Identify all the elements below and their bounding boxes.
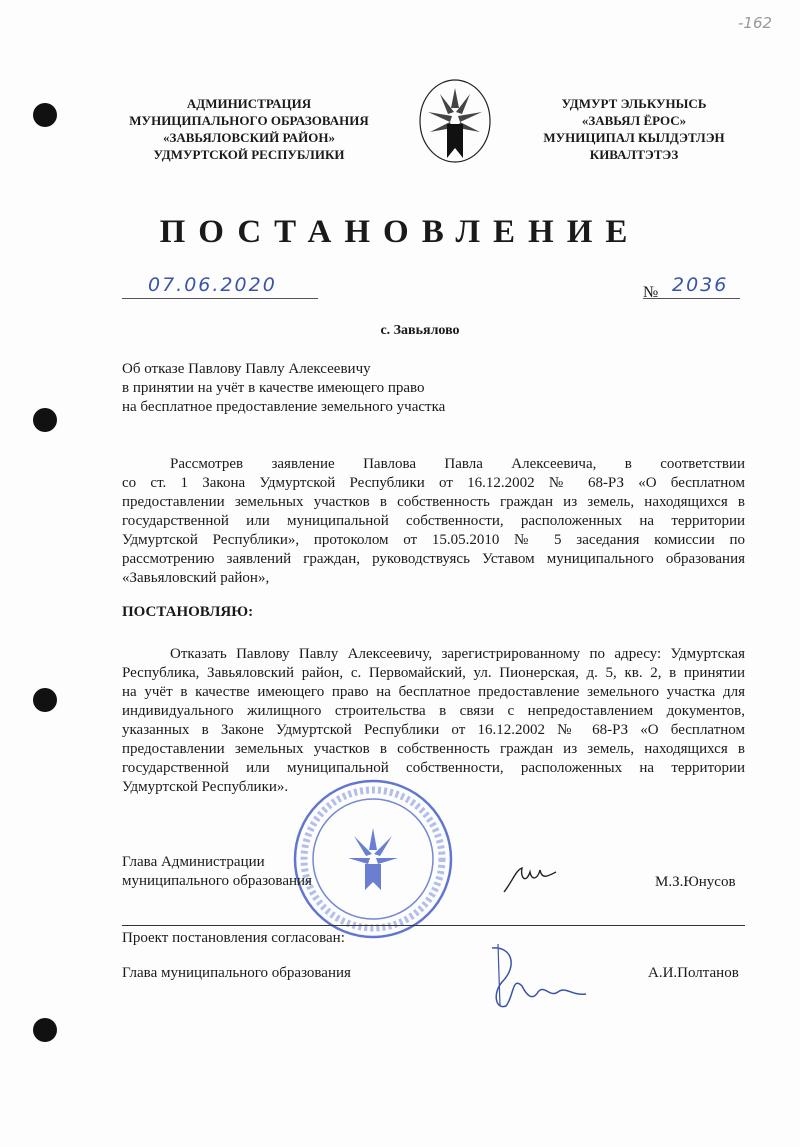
- header-left-line: «ЗАВЬЯЛОВСКИЙ РАЙОН»: [163, 130, 335, 145]
- page-mark: -162: [738, 14, 773, 32]
- header-left-line: МУНИЦИПАЛЬНОГО ОБРАЗОВАНИЯ: [129, 113, 369, 128]
- preamble-line: Удмуртской Республики», протоколом от 15.05.2010 № 5 заседания комиссии по: [122, 532, 745, 548]
- header-left-line: АДМИНИСТРАЦИЯ: [186, 96, 312, 111]
- header-right-line: КИВАЛТЭТЭЗ: [589, 147, 679, 162]
- date-value: 07.06.2020: [148, 274, 277, 296]
- approval-note: Проект постановления согласован:: [122, 930, 345, 946]
- preamble-line: предоставлении земельных участков в собственность граждан из земель, находящихся в: [122, 494, 745, 510]
- date-line: [122, 298, 318, 299]
- approver-signature: [462, 936, 592, 1016]
- preamble-line: «Завьяловский район»,: [122, 570, 270, 586]
- approver-title: Глава муниципального образования: [122, 965, 351, 981]
- subject-line: Об отказе Павлову Павлу Алексеевичу: [122, 361, 371, 377]
- number-value: 2036: [672, 274, 729, 296]
- head-title-line: Глава Администрации: [122, 854, 265, 870]
- head-signature: [500, 862, 560, 896]
- header-left: [114, 95, 384, 163]
- head-title-line: муниципального образования: [122, 873, 312, 889]
- subject: [122, 360, 445, 417]
- decision-line: указанных в Законе Удмуртской Республики от 16.12.2002 № 68-РЗ «О бесплатном: [122, 722, 745, 738]
- head-name: М.З.Юнусов: [655, 874, 736, 890]
- preamble: [122, 455, 745, 588]
- preamble-line: Рассмотрев заявление Павлова Павла Алексеевича, в соответствии: [170, 456, 745, 472]
- decision-line: на учёт в качестве имеющего право на бесплатное предоставление земельного участка для: [122, 684, 745, 700]
- decision-line: Республика, Завьяловский район, с. Первомайский, ул. Пионерская, д. 5, кв. 2, в принятии: [122, 665, 745, 681]
- subject-line: в принятии на учёт в качестве имеющего право: [122, 380, 425, 396]
- head-title: [122, 853, 312, 891]
- number-label: №: [643, 284, 659, 301]
- header-right-line: УДМУРТ ЭЛЬКУНЫСЬ: [561, 96, 707, 111]
- number-line: [643, 298, 740, 299]
- decision: [122, 645, 745, 797]
- header-left-line: УДМУРТСКОЙ РЕСПУБЛИКИ: [153, 147, 345, 162]
- decision-line: Отказать Павлову Павлу Алексеевичу, зарегистрированному по адресу: Удмуртская: [170, 646, 745, 662]
- decision-line: Удмуртской Республики».: [122, 779, 289, 795]
- approver-name: А.И.Полтанов: [648, 965, 739, 981]
- header-right-line: «ЗАВЬЯЛ ЁРОС»: [581, 113, 687, 128]
- resolve-label: ПОСТАНОВЛЯЮ:: [122, 604, 254, 620]
- official-stamp: [292, 778, 454, 940]
- punch-hole: [33, 103, 57, 127]
- punch-hole: [33, 1018, 57, 1042]
- punch-hole: [33, 688, 57, 712]
- punch-hole: [33, 408, 57, 432]
- header-right: [499, 95, 769, 163]
- decision-line: государственной или муниципальной собственности, расположенных на территории: [122, 760, 745, 776]
- separator-line: [122, 925, 745, 926]
- emblem-icon: [418, 78, 492, 164]
- decision-line: индивидуального жилищного строительства в связи с непредоставлением документов,: [122, 703, 745, 719]
- header-right-line: МУНИЦИПАЛ КЫЛДЭТЛЭН: [543, 130, 725, 145]
- preamble-line: со ст. 1 Закона Удмуртской Республики от 16.12.2002 № 68-РЗ «О бесплатном: [122, 475, 745, 491]
- decision-line: предоставлении земельных участков в собственность граждан из земель, находящихся в: [122, 741, 745, 757]
- preamble-line: государственной или муниципальной собственности, расположенных на территории: [122, 513, 745, 529]
- preamble-line: рассмотрению заявлений граждан, руководствуясь Уставом муниципального образования: [122, 551, 745, 567]
- document-title: ПОСТАНОВЛЕНИЕ: [159, 214, 641, 250]
- subject-line: на бесплатное предоставление земельного участка: [122, 399, 446, 415]
- place: с. Завьялово: [380, 323, 460, 338]
